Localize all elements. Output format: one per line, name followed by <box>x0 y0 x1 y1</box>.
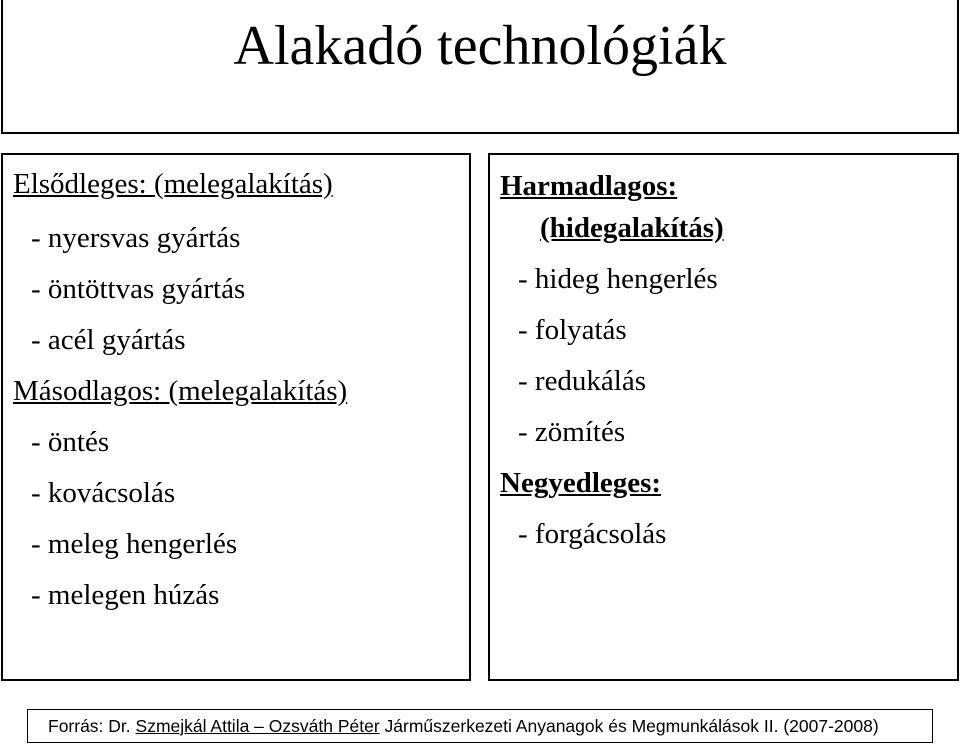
list-item: - folyatás <box>518 314 627 346</box>
source-citation-box <box>27 709 933 743</box>
list-item: - kovácsolás <box>31 477 176 509</box>
list-item: - zömítés <box>518 416 626 448</box>
source-citation <box>48 715 879 737</box>
title-box <box>1 0 959 134</box>
tertiary-heading-subtitle: (hidegalakítás) <box>540 212 724 244</box>
source-prefix: Forrás: Dr. <box>48 716 136 736</box>
list-item: - hideg hengerlés <box>518 263 718 295</box>
source-authors: Szmejkál Attila – Ozsváth Péter <box>135 716 380 736</box>
list-item: - acél gyártás <box>31 324 186 356</box>
list-item: - forgácsolás <box>518 518 667 550</box>
list-item: - melegen húzás <box>31 579 220 611</box>
list-item: - öntés <box>31 426 110 458</box>
list-item: - öntöttvas gyártás <box>31 273 246 305</box>
list-item: - redukálás <box>518 365 647 397</box>
quaternary-heading: Negyedleges: <box>500 467 662 499</box>
list-item: - nyersvas gyártás <box>31 222 241 254</box>
right-text-box <box>488 153 959 681</box>
primary-heading: Elsődleges: (melegalakítás) <box>13 168 333 200</box>
page-title: Alakadó technológiák <box>233 15 727 77</box>
source-title: Járműszerkezeti Anyanagok és Megmunkálások II. (2007-2008) <box>379 716 879 736</box>
tertiary-heading: Harmadlagos: <box>500 170 678 202</box>
secondary-heading: Másodlagos: (melegalakítás) <box>13 375 348 407</box>
list-item: - meleg hengerlés <box>31 528 238 560</box>
left-text-box <box>1 153 471 681</box>
